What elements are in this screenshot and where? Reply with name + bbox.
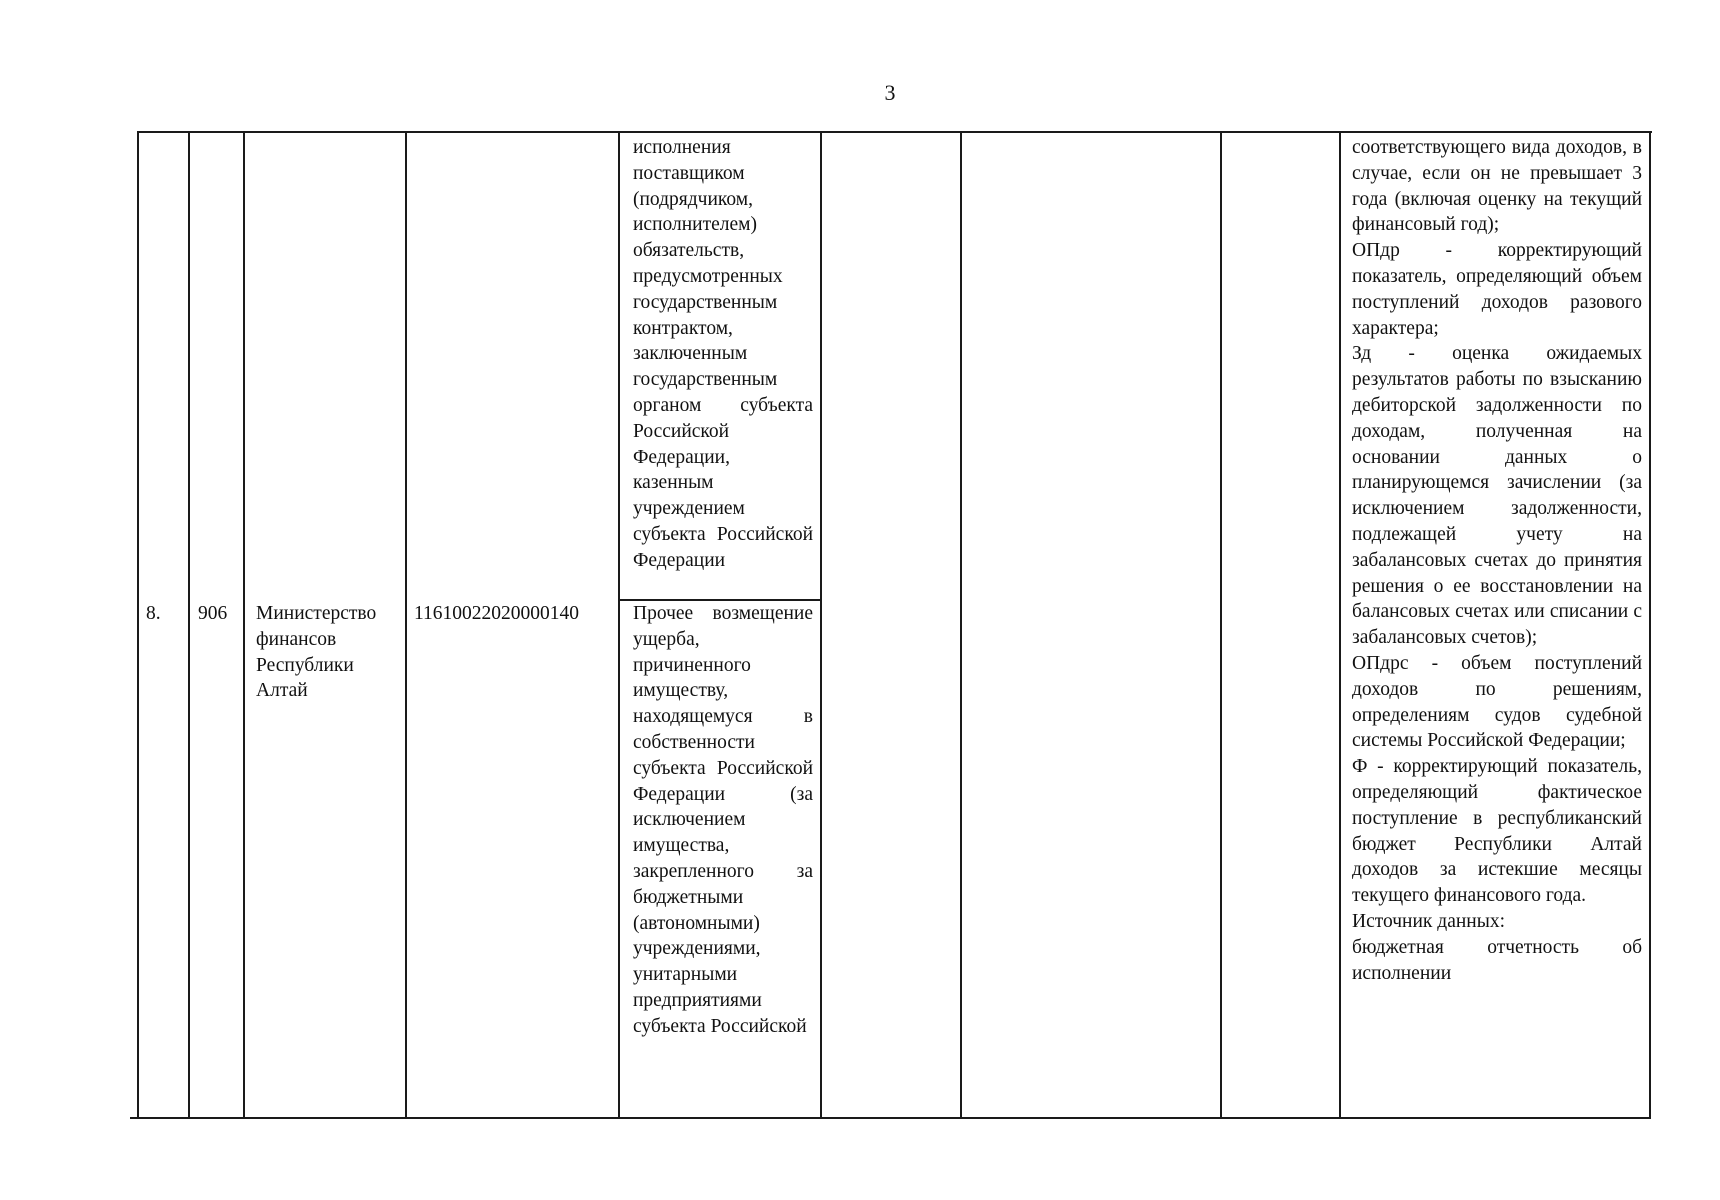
row8-kbk-cell bbox=[414, 601, 618, 641]
col-border-6 bbox=[820, 131, 822, 1119]
row8-income-name-cell bbox=[633, 601, 813, 1115]
col-border-10 bbox=[1649, 131, 1651, 1119]
col-border-4 bbox=[405, 131, 407, 1119]
page-number-text: 3 bbox=[884, 80, 896, 105]
col-border-8 bbox=[1220, 131, 1222, 1119]
table-top-border bbox=[137, 131, 1652, 133]
row8-income-name: Прочее возмещение ущерба, причиненного имуществу, находящемуся в собственности субъекта Российской Федерации (за исключением имущества, закрепленного за бюджетными (автономными) учреждениями, унитарными предприятиями субъекта Российской bbox=[633, 603, 813, 1037]
col-border-5 bbox=[618, 131, 620, 1119]
table-bottom-border bbox=[130, 1117, 1650, 1119]
methodology-paragraph: соответствующего вида доходов, в случае, если он не превышает 3 года (включая оценку на текущий финансовый год); bbox=[1352, 137, 1642, 236]
prev-row-income-name-cell bbox=[633, 135, 813, 597]
methodology-paragraph: Источник данных: bbox=[1352, 910, 1505, 932]
col-border-9 bbox=[1339, 131, 1341, 1119]
methodology-paragraph: ОПдрс - объем поступлений доходов по решениям, определениям судов судебной системы Российской Федерации; bbox=[1352, 652, 1642, 752]
methodology-paragraph: Ф - корректирующий показатель, определяющий фактическое поступление в республиканский бюджет Республики Алтай доходов за истекшие месяцы текущего финансового года. bbox=[1352, 756, 1642, 907]
col-border-3 bbox=[243, 131, 245, 1119]
row8-admin-name-cell bbox=[256, 601, 401, 721]
col-border-7 bbox=[960, 131, 962, 1119]
methodology-paragraph: бюджетная отчетность об исполнении bbox=[1352, 936, 1642, 984]
col-border-2 bbox=[188, 131, 190, 1119]
row8-index-cell bbox=[146, 601, 186, 641]
methodology-paragraph: Зд - оценка ожидаемых результатов работы по взысканию дебиторской задолженности по доходам, полученная на основании данных о планирующемся зачислении (за исключением задолженности, подлежащей учету на забалансовых счетах до принятия решения о ее восстановлении на балансовых счетах или списании с забалансовых счетов); bbox=[1352, 343, 1642, 649]
row8-kbk: 11610022020000140 bbox=[414, 603, 580, 624]
row8-index: 8. bbox=[146, 603, 161, 624]
row8-code-cell bbox=[198, 601, 242, 641]
page-number bbox=[0, 80, 1720, 106]
prev-row-income-name: исполнения поставщиком (подрядчиком, исполнителем) обязательств, предусмотренных государственным контрактом, заключенным государственным органом субъекта Российской Федерации, казенным учреждением субъекта Российской Федерации bbox=[633, 137, 813, 571]
row8-code: 906 bbox=[198, 603, 228, 624]
col-border-1 bbox=[137, 131, 139, 1119]
methodology-cell bbox=[1352, 135, 1642, 1115]
methodology-paragraph: ОПдр - корректирующий показатель, определяющий объем поступлений доходов разового характера; bbox=[1352, 240, 1642, 339]
row8-admin-name: Министерство финансов Республики Алтай bbox=[256, 603, 377, 702]
